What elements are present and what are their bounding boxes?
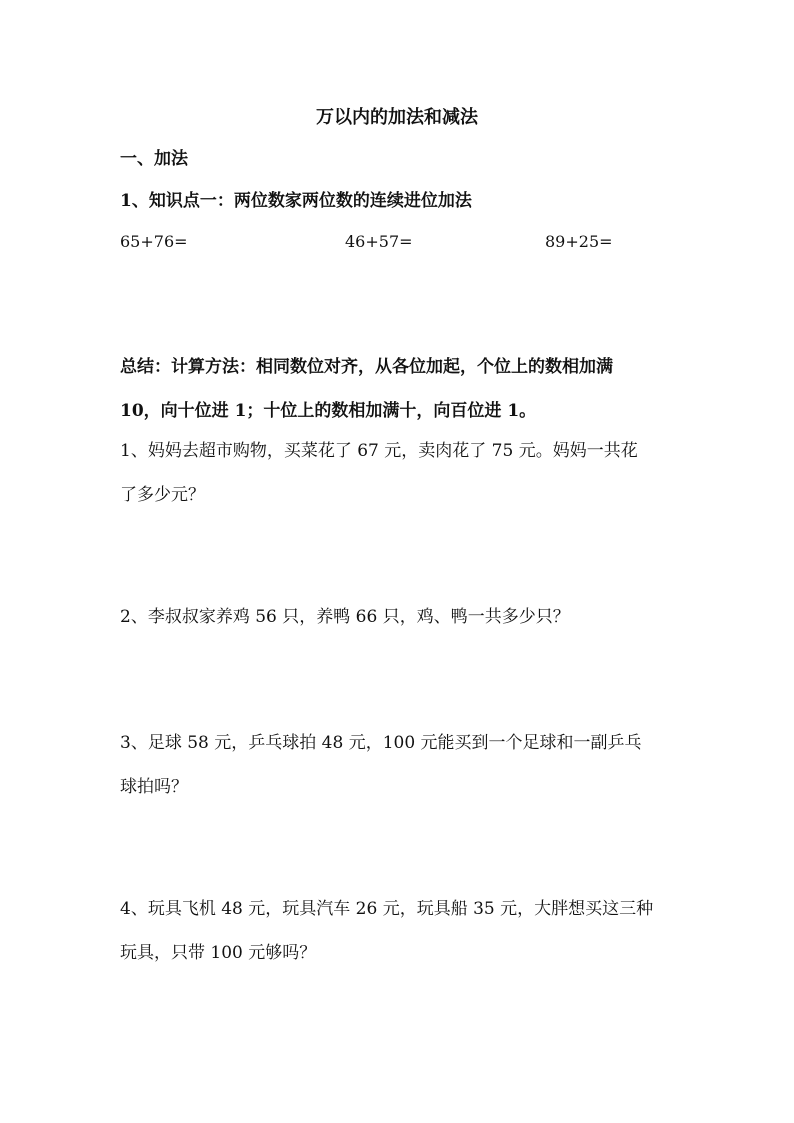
problem-3-line-2: 球拍吗？: [120, 777, 188, 797]
problem-4-line-2: 玩具，只带 100 元够吗？: [120, 943, 317, 963]
problem-1-line-1: 1、妈妈去超市购物，买菜花了 67 元，卖肉花了 75 元。妈妈一共花: [120, 441, 638, 461]
exercise-1: 65+76=: [120, 232, 188, 251]
summary-line-1: 总结：计算方法：相同数位对齐，从各位加起，个位上的数相加满: [120, 357, 613, 377]
problem-3-line-1: 3、足球 58 元，乒乓球拍 48 元，100 元能买到一个足球和一副乒乓: [120, 733, 642, 753]
section-heading: 一、加法: [120, 149, 188, 169]
problem-1-line-2: 了多少元？: [120, 485, 205, 505]
exercise-2: 46+57=: [345, 232, 413, 251]
problem-2-line-1: 2、李叔叔家养鸡 56 只，养鸭 66 只，鸡、鸭一共多少只？: [120, 607, 570, 627]
knowledge-point: 1、知识点一：两位数家两位数的连续进位加法: [120, 191, 472, 211]
summary-line-2: 10，向十位进 1；十位上的数相加满十，向百位进 1。: [120, 401, 537, 421]
exercise-3: 89+25=: [545, 232, 613, 251]
page-title: 万以内的加法和减法: [316, 107, 478, 128]
problem-4-line-1: 4、玩具飞机 48 元，玩具汽车 26 元，玩具船 35 元，大胖想买这三种: [120, 899, 654, 919]
